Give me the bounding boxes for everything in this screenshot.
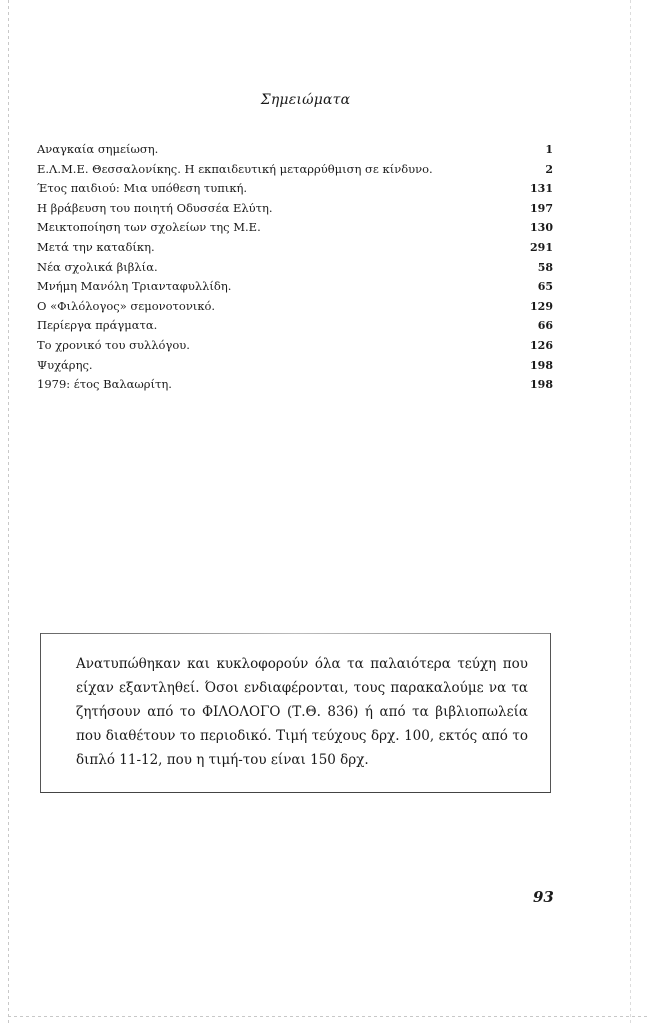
toc-entry-title: Μεικτοποίηση των σχολείων της Μ.Ε. bbox=[37, 220, 261, 235]
toc-entry-title: Αναγκαία σημείωση. bbox=[37, 142, 159, 156]
toc-entry-page: 126 bbox=[530, 338, 553, 352]
notice-text: Ανατυπώθηκαν και κυκλοφορούν όλα τα παλαιότερα τεύχη που είχαν εξαντληθεί. Όσοι ενδιαφέρονται, τους παρακαλούμε να τα ζητήσουν από το ΦΙΛΟΛΟΓΟ (Τ.Θ. 836) ή από τα βιβλιοπωλεία που διαθέτουν το περιοδικό. Τιμή τεύχους δρχ. 100, εκτός από το διπλό 11-12, που η τιμή-του είναι 150 δρχ. bbox=[76, 656, 528, 768]
toc-entry bbox=[37, 218, 553, 238]
toc-entry bbox=[37, 258, 553, 278]
toc-entry-page: 58 bbox=[537, 260, 553, 274]
toc-entry bbox=[37, 179, 553, 199]
toc-entry bbox=[37, 277, 553, 297]
toc-entry bbox=[37, 140, 553, 160]
toc-entry bbox=[37, 199, 553, 219]
toc-entry-title: Η βράβευση του ποιητή Οδυσσέα Ελύτη. bbox=[37, 200, 273, 215]
page-edge-bottom bbox=[8, 1016, 648, 1017]
toc-entry-title: Έτος παιδιού: Μια υπόθεση τυπική. bbox=[37, 181, 248, 196]
toc-entry bbox=[37, 297, 553, 317]
toc-entry bbox=[37, 160, 553, 180]
toc-entry-page: 65 bbox=[537, 280, 553, 294]
toc-entry-page: 2 bbox=[545, 162, 553, 176]
toc-entry-title: Μετά την καταδίκη. bbox=[37, 239, 155, 254]
toc-entry bbox=[37, 316, 553, 336]
toc-entry-title: Νέα σχολικά βιβλία. bbox=[37, 259, 158, 274]
toc-entry-title: Μνήμη Μανόλη Τριανταφυλλίδη. bbox=[37, 279, 232, 294]
toc-entry-page: 1 bbox=[545, 143, 553, 156]
toc-entry-page: 197 bbox=[530, 201, 553, 215]
toc-entry-page: 131 bbox=[530, 182, 553, 196]
page-edge-left bbox=[8, 0, 9, 1024]
toc-entry bbox=[37, 375, 553, 395]
toc-entry-page: 130 bbox=[530, 221, 553, 235]
toc-entry-title: Ε.Λ.Μ.Ε. Θεσσαλονίκης. Η εκπαιδευτική μεταρρύθμιση σε κίνδυνο. bbox=[37, 161, 433, 176]
toc-entry-title: Ψυχάρης. bbox=[37, 357, 93, 372]
page-edge-right bbox=[630, 0, 631, 1024]
toc-entry bbox=[37, 336, 553, 356]
toc-entry-page: 198 bbox=[530, 378, 553, 392]
toc-entry bbox=[37, 356, 553, 376]
toc-entry-title: Περίεργα πράγματα. bbox=[37, 318, 158, 333]
page-number: 93 bbox=[533, 888, 554, 906]
toc-entry-title: Το χρονικό του συλλόγου. bbox=[37, 337, 190, 352]
table-of-contents bbox=[37, 140, 553, 395]
toc-entry-title: Ο «Φιλόλογος» σεμονοτονικό. bbox=[37, 298, 216, 313]
toc-entry-page: 129 bbox=[530, 299, 553, 313]
toc-entry-page: 66 bbox=[537, 319, 553, 333]
section-title: Σημειώματα bbox=[260, 92, 351, 108]
toc-entry-page: 291 bbox=[530, 240, 553, 254]
toc-entry-page: 198 bbox=[530, 358, 553, 372]
toc-entry-title: 1979: έτος Βαλαωρίτη. bbox=[37, 377, 172, 392]
toc-entry bbox=[37, 238, 553, 258]
